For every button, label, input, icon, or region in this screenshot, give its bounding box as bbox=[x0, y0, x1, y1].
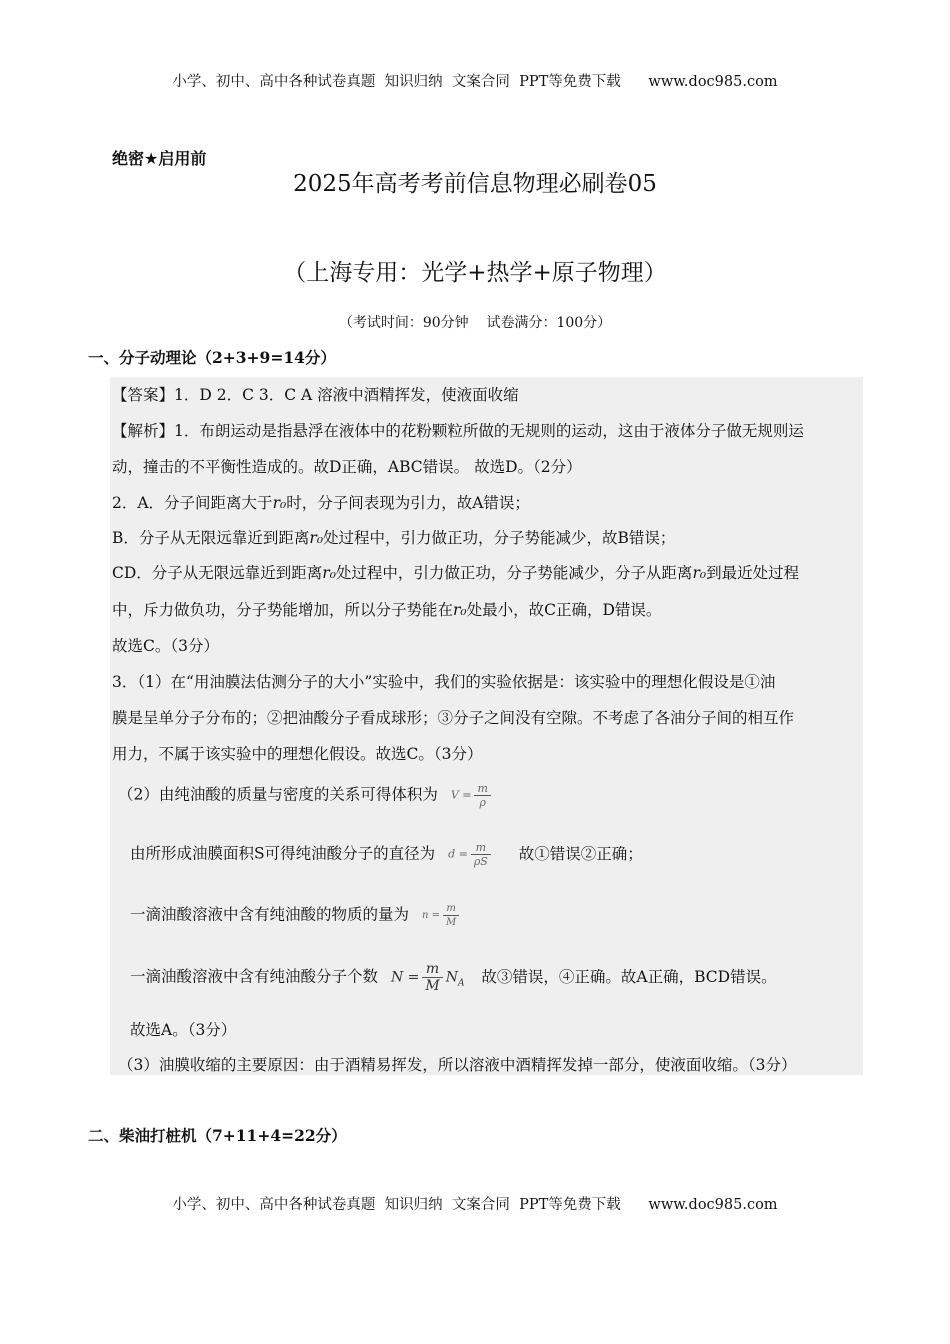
analysis-line: （3）油膜收缩的主要原因：由于酒精易挥发，所以溶液中酒精挥发掉一部分，使液面收缩。（3分） bbox=[118, 1056, 797, 1074]
page-header: 小学、初中、高中各种试卷真题 知识归纳 文案合同 PPT等免费下载 www.doc985.com bbox=[172, 74, 778, 90]
confidential-label: 绝密★启用前 bbox=[112, 149, 207, 168]
analysis-line: 2．A．分子间距离大于r₀时，分子间表现为引力，故A错误； bbox=[112, 494, 530, 512]
r0-symbol: r₀ bbox=[309, 529, 324, 547]
analysis-line: 中，斥力做负功，分子势能增加，所以分子势能在r₀处最小，故C正确，D错误。 bbox=[112, 601, 662, 619]
analysis-line: B．分子从无限远靠近到距离r₀处过程中，引力做正功，分子势能减少，故B错误； bbox=[112, 529, 676, 547]
section-heading-2: 二、柴油打桩机（7+11+4=22分） bbox=[88, 1126, 347, 1145]
page-footer: 小学、初中、高中各种试卷真题 知识归纳 文案合同 PPT等免费下载 www.doc985.com bbox=[172, 1197, 778, 1213]
r0-symbol: r₀ bbox=[692, 564, 707, 582]
molecule-count-formula: N = $\frac{m}{M}$ $N_A$ bbox=[390, 961, 465, 994]
analysis-line: 故选A。（3分） bbox=[130, 1021, 237, 1039]
analysis-line: 一滴油酸溶液中含有纯油酸的物质的量为 n = $\frac{m}{M}$ bbox=[130, 902, 462, 929]
r0-symbol: r₀ bbox=[322, 564, 336, 582]
analysis-line: CD．分子从无限远靠近到距离r₀处过程中，引力做正功，分子势能减少，分子从距离r₀到最近处过程 bbox=[112, 564, 800, 582]
analysis-line: 故选C。（3分） bbox=[112, 637, 219, 655]
diameter-formula: d = $\frac{m}{\rho S}$ bbox=[448, 841, 494, 868]
section-heading-1: 一、分子动理论（2+3+9=14分） bbox=[88, 348, 336, 367]
answer-key-line: 【答案】1．D 2．C 3．C A 溶液中酒精挥发，使液面收缩 bbox=[112, 386, 519, 404]
analysis-line: 一滴油酸溶液中含有纯油酸分子个数 N = $\frac{m}{M}$ $N_A$ 故③错误，④正确。故A正确，BCD错误。 bbox=[130, 961, 777, 994]
analysis-line: 用力，不属于该实验中的理想化假设。故选C。（3分） bbox=[112, 745, 483, 763]
paper-title: 2025年高考考前信息物理必刷卷05 bbox=[293, 171, 657, 197]
analysis-line: 【解析】1．布朗运动是指悬浮在液体中的花粉颗粒所做的无规则的运动，这由于液体分子做无规则运 bbox=[112, 422, 804, 440]
mole-formula: n = $\frac{m}{M}$ bbox=[422, 902, 462, 929]
volume-formula: V = $\frac{m}{\rho}$ bbox=[451, 782, 494, 809]
exam-info: （考试时间：90分钟 试卷满分：100分） bbox=[338, 315, 612, 331]
analysis-line: 3．（1）在“用油膜法估测分子的大小”实验中，我们的实验依据是：该实验中的理想化假设是①油 bbox=[112, 673, 776, 691]
analysis-line: 膜是呈单分子分布的；②把油酸分子看成球形；③分子之间没有空隙。不考虑了各油分子间的相互作 bbox=[112, 709, 795, 727]
paper-subtitle: （上海专用：光学+热学+原子物理） bbox=[283, 260, 667, 286]
analysis-line: （2）由纯油酸的质量与密度的关系可得体积为 V = $\frac{m}{\rho}$ bbox=[118, 782, 494, 809]
r0-symbol: r₀ bbox=[272, 494, 287, 512]
analysis-line: 动，撞击的不平衡性造成的。故D正确，ABC错误。 故选D。（2分） bbox=[112, 458, 582, 476]
r0-symbol: r₀ bbox=[453, 601, 467, 619]
analysis-line: 由所形成油膜面积S可得纯油酸分子的直径为 d = $\frac{m}{\rho S}$ 故①错误②正确； bbox=[130, 841, 643, 868]
